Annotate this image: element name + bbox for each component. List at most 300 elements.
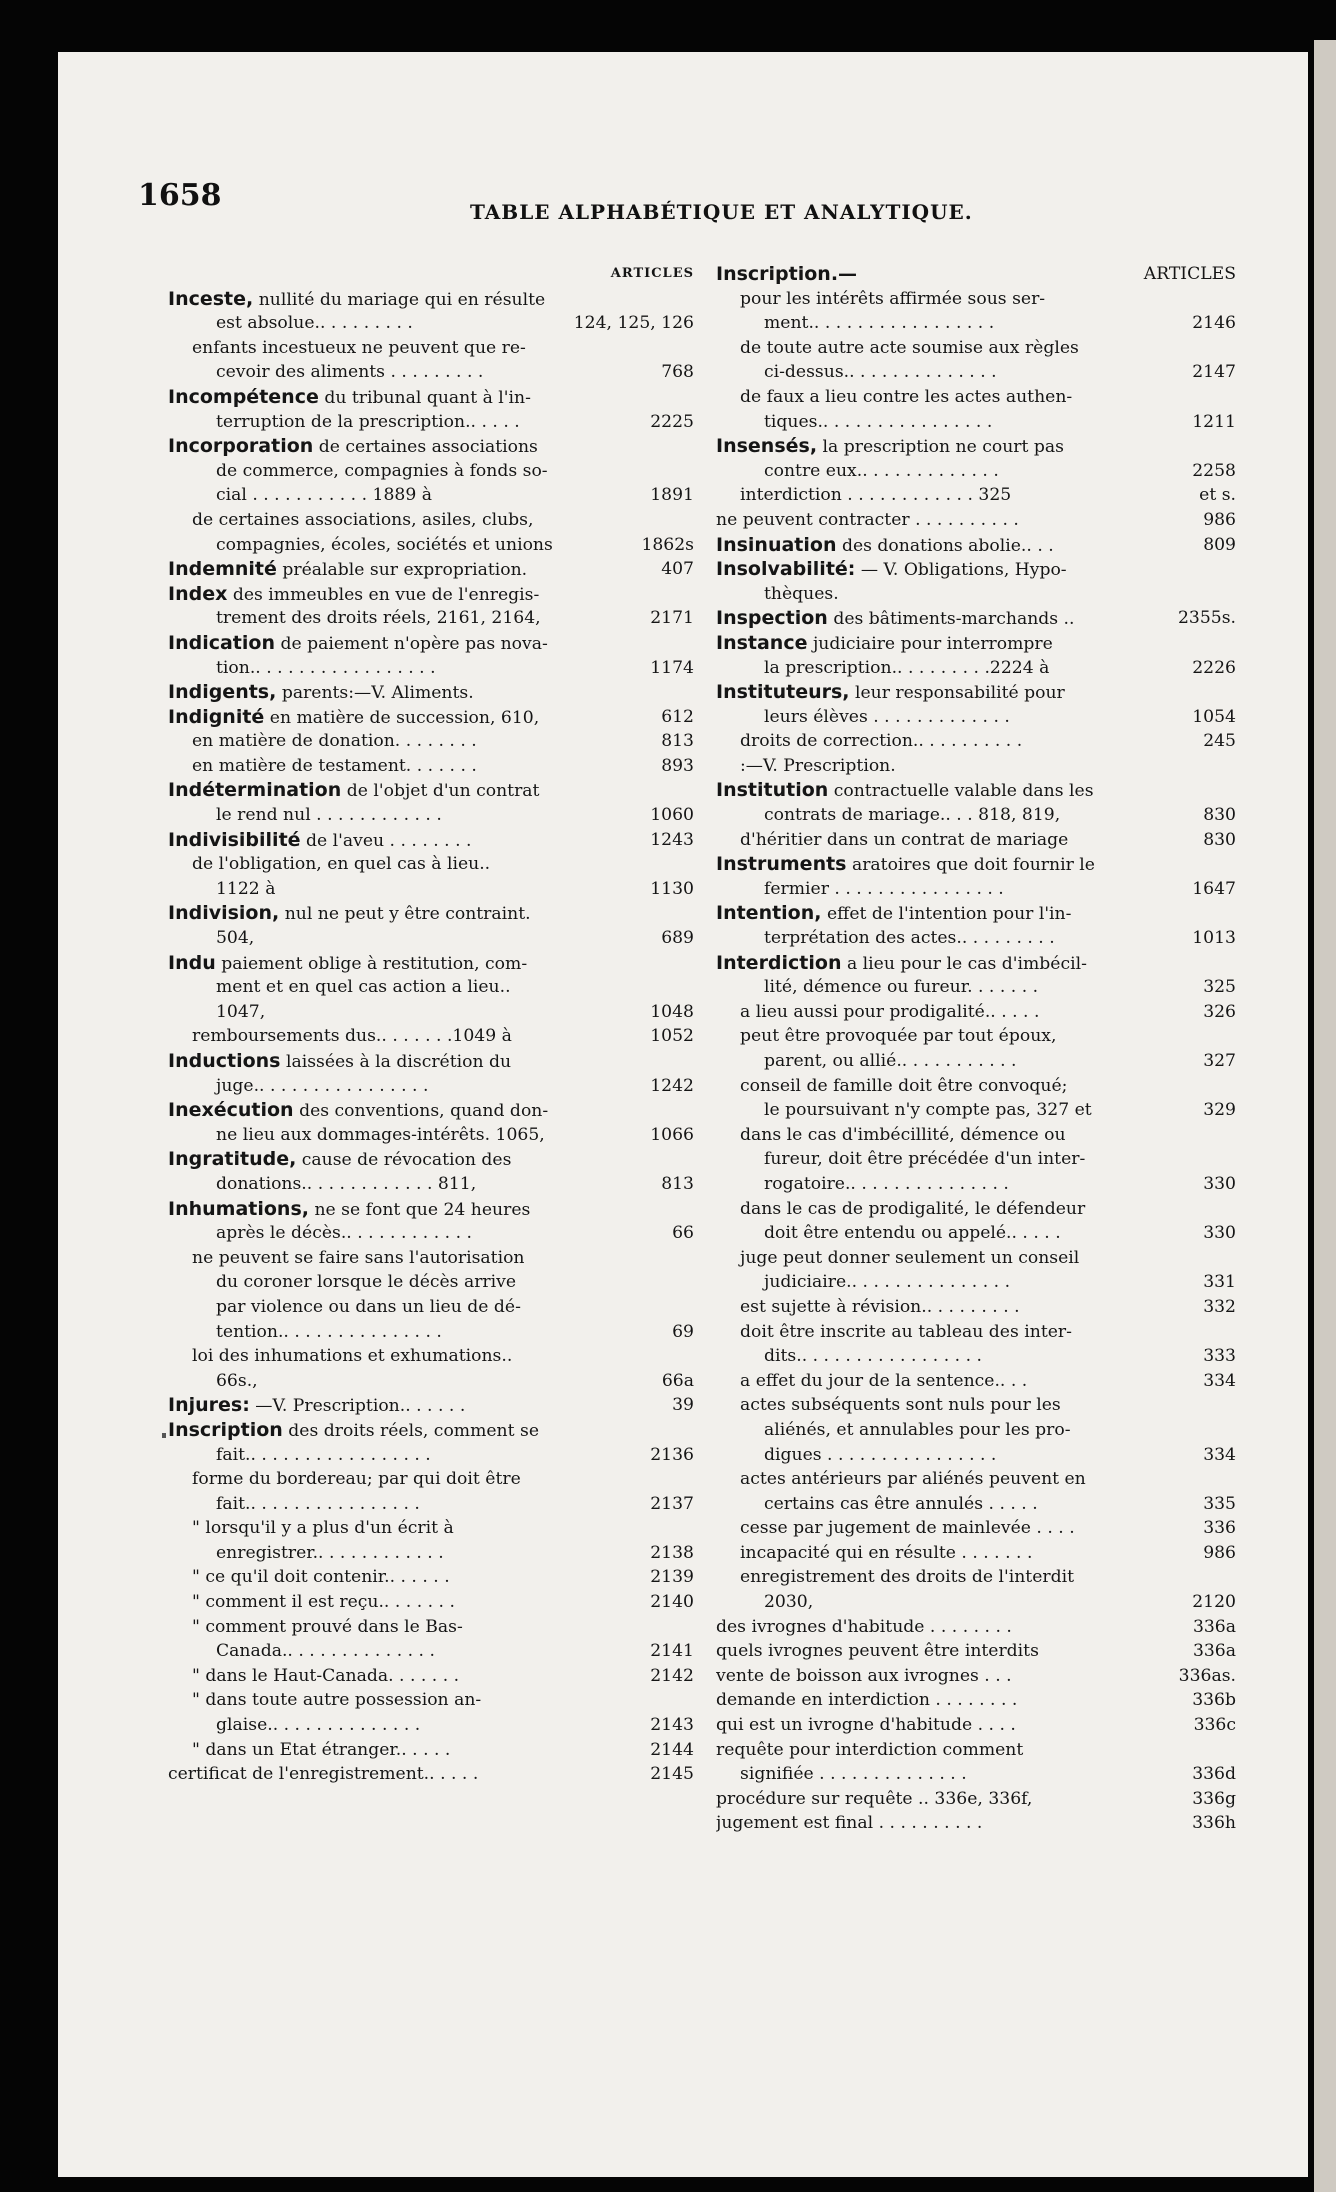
- entry-text: rogatoire.. . . . . . . . . . . . . . .: [764, 1173, 1009, 1194]
- entry-text: 1122 à: [216, 878, 276, 899]
- entry-text: requête pour interdiction comment: [716, 1739, 1024, 1760]
- entry-text: cial . . . . . . . . . . . 1889 à: [216, 485, 432, 506]
- entry-text: fait.. . . . . . . . . . . . . . . .: [216, 1493, 420, 1514]
- article-ref: 2171: [646, 606, 694, 631]
- index-line: [168, 1049, 694, 1074]
- index-line: [168, 582, 694, 607]
- index-line: [716, 459, 1236, 484]
- next-page-edge: [1314, 40, 1336, 2192]
- index-column-right: [716, 262, 1236, 1836]
- index-line: [716, 1787, 1236, 1812]
- article-ref: et s.: [1195, 483, 1236, 508]
- article-ref: 1174: [646, 656, 694, 681]
- index-line: [168, 410, 694, 435]
- entry-text: laissées à la discrétion du: [285, 1052, 512, 1072]
- entry-text: de l'aveu . . . . . . . .: [306, 830, 472, 851]
- entry-text: parent, ou allié.. . . . . . . . . . .: [764, 1051, 1017, 1071]
- entry-text: " dans le Haut-Canada. . . . . . .: [192, 1665, 460, 1686]
- index-line: [168, 1516, 694, 1541]
- index-line: [716, 1221, 1236, 1246]
- entry-text: ment et en quel cas action a lieu..: [216, 977, 511, 998]
- index-line: [716, 1344, 1236, 1369]
- entry-text: tention.. . . . . . . . . . . . . . .: [216, 1321, 442, 1342]
- article-ref: 893: [657, 754, 694, 779]
- article-ref: 329: [1199, 1098, 1236, 1123]
- entry-text: en matière de succession, 610,: [269, 707, 540, 728]
- index-line: [716, 1615, 1236, 1640]
- article-ref: 2145: [646, 1762, 694, 1787]
- entry-text: du tribunal quant à l'in-: [324, 387, 531, 408]
- entry-text: juge.. . . . . . . . . . . . . . . .: [216, 1075, 429, 1096]
- article-ref: 612: [657, 705, 694, 730]
- entry-text: est sujette à révision.. . . . . . . . .: [740, 1296, 1020, 1317]
- entry-text: aratoires que doit fournir le: [851, 855, 1095, 876]
- index-line: [168, 1000, 694, 1025]
- article-ref: ARTICLES: [1140, 262, 1236, 287]
- entry-text: certains cas être annulés . . . . .: [764, 1493, 1038, 1514]
- article-ref: 326: [1199, 1000, 1236, 1025]
- index-line: [168, 1688, 694, 1713]
- headword: Inductions: [168, 1050, 281, 1072]
- index-line: [716, 1811, 1236, 1836]
- headword: Institution: [716, 779, 829, 802]
- index-line: [716, 1369, 1236, 1394]
- headword: Ingratitude,: [168, 1148, 297, 1171]
- index-line: [716, 311, 1236, 336]
- entry-text: " lorsqu'il y a plus d'un écrit à: [192, 1518, 454, 1539]
- index-line: [168, 1123, 694, 1148]
- entry-text: de certaines associations: [318, 437, 538, 458]
- index-line: [716, 336, 1236, 361]
- index-line: [168, 1615, 694, 1640]
- entry-text: " dans toute autre possession an-: [192, 1690, 482, 1711]
- index-line: [716, 803, 1236, 828]
- headword: Inscription.—: [716, 263, 858, 285]
- entry-text: cesse par jugement de mainlevée . . . .: [740, 1518, 1075, 1539]
- entry-text: le poursuivant n'y compte pas, 327 et: [764, 1100, 1092, 1121]
- entry-text: " ce qu'il doit contenir.. . . . . .: [192, 1567, 450, 1588]
- index-line: [168, 1467, 694, 1492]
- entry-text: ARTICLES: [610, 266, 694, 281]
- headword: Incompétence: [168, 385, 319, 408]
- headword: Indigents,: [168, 681, 277, 704]
- article-ref: 2355s.: [1174, 606, 1236, 631]
- entry-text: demande en interdiction . . . . . . . .: [716, 1690, 1018, 1711]
- article-ref: 336c: [1190, 1713, 1236, 1738]
- entry-text: — V. Obligations, Hypo-: [860, 560, 1067, 581]
- index-line: [716, 1393, 1236, 1418]
- index-line: [716, 1443, 1236, 1468]
- index-line: [716, 410, 1236, 435]
- index-line: [716, 1000, 1236, 1025]
- article-ref: 2225: [646, 410, 694, 435]
- article-ref: 986: [1199, 1541, 1236, 1566]
- index-line: [168, 1713, 694, 1738]
- entry-text: fait.. . . . . . . . . . . . . . . . .: [216, 1444, 431, 1465]
- headword: Inexécution: [168, 1099, 294, 1122]
- article-ref: 2142: [646, 1664, 694, 1689]
- headword: Interdiction: [716, 951, 842, 974]
- article-ref: 336g: [1188, 1787, 1236, 1812]
- article-ref: 334: [1199, 1443, 1236, 1468]
- index-line: [716, 1492, 1236, 1517]
- headword: Instance: [716, 631, 808, 654]
- index-line: [168, 1172, 694, 1197]
- index-line: [168, 1344, 694, 1369]
- headword: Intention,: [716, 902, 822, 925]
- entry-text: —V. Prescription.. . . . . .: [255, 1396, 466, 1417]
- entry-text: a effet du jour de la sentence.. . .: [740, 1370, 1028, 1391]
- index-line: [168, 901, 694, 926]
- index-line: [716, 901, 1236, 926]
- entry-text: pour les intérêts affirmée sous ser-: [740, 288, 1046, 309]
- index-line: [716, 680, 1236, 705]
- article-ref: 2140: [646, 1590, 694, 1615]
- headword: Inceste,: [168, 287, 254, 310]
- entry-text: ne peuvent contracter . . . . . . . . . .: [716, 509, 1019, 530]
- entry-text: enregistrement des droits de l'interdit: [740, 1567, 1074, 1588]
- entry-text: ne peuvent se faire sans l'autorisation: [192, 1247, 525, 1268]
- index-line: [716, 656, 1236, 681]
- article-ref: 2136: [646, 1443, 694, 1468]
- article-ref: 1242: [646, 1074, 694, 1099]
- headword: Indemnité: [168, 558, 277, 581]
- index-line: [168, 877, 694, 902]
- index-line: [168, 557, 694, 582]
- article-ref: 1130: [646, 877, 694, 902]
- headword: Insensés,: [716, 435, 818, 458]
- article-ref: 1054: [1188, 705, 1236, 730]
- index-line: [716, 508, 1236, 533]
- article-ref: 39: [668, 1393, 694, 1418]
- index-line: [716, 1688, 1236, 1713]
- article-ref: 66: [668, 1221, 694, 1246]
- article-ref: 336a: [1189, 1639, 1236, 1664]
- entry-text: des droits réels, comment se: [288, 1420, 539, 1441]
- entry-text: en matière de donation. . . . . . . .: [192, 731, 477, 752]
- entry-text: d'héritier dans un contrat de mariage: [740, 829, 1069, 850]
- index-line: [716, 1098, 1236, 1123]
- headword: Insinuation: [716, 533, 837, 556]
- article-ref: 327: [1199, 1049, 1236, 1074]
- index-line: [168, 1246, 694, 1271]
- index-line: [716, 434, 1236, 459]
- index-line: [168, 1541, 694, 1566]
- index-line: [716, 1639, 1236, 1664]
- index-line: [716, 1664, 1236, 1689]
- entry-text: effet de l'intention pour l'in-: [826, 904, 1072, 925]
- index-line: [168, 1147, 694, 1172]
- index-line: [168, 606, 694, 631]
- entry-text: " comment il est reçu.. . . . . . .: [192, 1592, 455, 1613]
- article-ref: 809: [1199, 533, 1236, 558]
- index-line: [716, 1738, 1236, 1763]
- headword: Indication: [168, 631, 275, 654]
- index-line: [168, 778, 694, 803]
- index-line: [168, 754, 694, 779]
- index-line: [168, 434, 694, 459]
- article-ref: 2144: [646, 1738, 694, 1763]
- entry-text: qui est un ivrogne d'habitude . . . .: [716, 1715, 1016, 1736]
- entry-text: est absolue.. . . . . . . . .: [216, 313, 413, 334]
- index-line: [168, 1565, 694, 1590]
- index-line: [716, 1418, 1236, 1443]
- article-ref: 1862s: [637, 533, 694, 558]
- entry-text: aliénés, et annulables pour les pro-: [764, 1419, 1071, 1440]
- entry-text: le rend nul . . . . . . . . . . . .: [216, 805, 442, 826]
- article-ref: 2141: [646, 1639, 694, 1664]
- index-line: [716, 778, 1236, 803]
- page-number: 1658: [138, 178, 222, 213]
- entry-text: du coroner lorsque le décès arrive: [216, 1272, 517, 1293]
- index-line: [716, 1762, 1236, 1787]
- article-ref: 1052: [646, 1024, 694, 1049]
- index-line: [716, 1270, 1236, 1295]
- article-ref: 245: [1199, 729, 1236, 754]
- headword: Inspection: [716, 607, 828, 630]
- index-line: [168, 1590, 694, 1615]
- index-line: [716, 951, 1236, 976]
- index-line: [716, 1541, 1236, 1566]
- entry-text: leur responsabilité pour: [854, 683, 1065, 704]
- entry-text: cevoir des aliments . . . . . . . . .: [216, 362, 484, 383]
- article-ref: 689: [657, 926, 694, 951]
- article-ref: 1048: [646, 1000, 694, 1025]
- article-ref: 768: [657, 360, 694, 385]
- entry-text: a lieu pour le cas d'imbécil-: [846, 953, 1087, 974]
- index-line: [168, 1639, 694, 1664]
- headword: Inscription: [168, 1418, 283, 1441]
- index-line: [168, 1221, 694, 1246]
- entry-text: terprétation des actes.. . . . . . . . .: [764, 928, 1055, 949]
- index-line: [716, 705, 1236, 730]
- entry-text: dans le cas d'imbécillité, démence ou: [740, 1124, 1066, 1145]
- index-line: [168, 656, 694, 681]
- index-line: [168, 1738, 694, 1763]
- article-ref: 1211: [1188, 410, 1236, 435]
- entry-text: actes subséquents sont nuls pour les: [740, 1395, 1061, 1416]
- headword: Inhumations,: [168, 1197, 309, 1220]
- index-line: [716, 828, 1236, 853]
- entry-text: doit être entendu ou appelé.. . . . .: [764, 1223, 1061, 1244]
- index-line: [168, 1320, 694, 1345]
- index-line: [168, 508, 694, 533]
- index-line: [716, 1024, 1236, 1049]
- index-line: [168, 360, 694, 385]
- article-ref: 2138: [646, 1541, 694, 1566]
- entry-text: paiement oblige à restitution, com-: [221, 953, 528, 974]
- index-line: [168, 1098, 694, 1123]
- entry-text: juge peut donner seulement un conseil: [740, 1247, 1080, 1268]
- entry-text: en matière de testament. . . . . . .: [192, 755, 477, 776]
- index-line: [716, 1049, 1236, 1074]
- index-line: [168, 1270, 694, 1295]
- entry-text: dits.. . . . . . . . . . . . . . . . .: [764, 1346, 982, 1367]
- entry-text: jugement est final . . . . . . . . . .: [716, 1813, 983, 1834]
- entry-text: incapacité qui en résulte . . . . . . .: [740, 1542, 1033, 1563]
- entry-text: de faux a lieu contre les actes authen-: [740, 386, 1073, 407]
- article-ref: 2139: [646, 1565, 694, 1590]
- article-ref: 325: [1199, 975, 1236, 1000]
- headword: Instituteurs,: [716, 681, 850, 704]
- article-ref: 336h: [1188, 1811, 1236, 1836]
- article-ref: 336as.: [1175, 1664, 1236, 1689]
- entry-text: la prescription ne court pas: [822, 437, 1064, 458]
- index-line: [716, 483, 1236, 508]
- index-line: [716, 1320, 1236, 1345]
- index-line: [716, 557, 1236, 582]
- headword: Insolvabilité:: [716, 558, 856, 581]
- entry-text: nul ne peut y être contraint.: [284, 904, 531, 925]
- entry-text: des bâtiments-marchands ..: [833, 609, 1075, 630]
- entry-text: terruption de la prescription.. . . . .: [216, 411, 520, 432]
- entry-text: digues . . . . . . . . . . . . . . . .: [764, 1444, 997, 1465]
- index-line: [716, 582, 1236, 607]
- entry-text: 66s.,: [216, 1370, 258, 1391]
- article-ref: 830: [1199, 803, 1236, 828]
- index-line: [168, 852, 694, 877]
- entry-text: de paiement n'opère pas nova-: [280, 633, 548, 654]
- entry-text: nullité du mariage qui en résulte: [258, 289, 546, 310]
- article-ref: 331: [1199, 1270, 1236, 1295]
- index-line: [716, 606, 1236, 631]
- article-ref: 1013: [1188, 926, 1236, 951]
- entry-text: doit être inscrite au tableau des inter-: [740, 1321, 1072, 1342]
- entry-text: ci-dessus.. . . . . . . . . . . . . .: [764, 362, 997, 383]
- entry-text: cause de révocation des: [301, 1150, 512, 1171]
- entry-text: thèques.: [764, 583, 839, 604]
- entry-text: donations.. . . . . . . . . . . . 811,: [216, 1173, 477, 1194]
- index-line: [716, 1123, 1236, 1148]
- article-ref: 66a: [658, 1369, 694, 1394]
- entry-text: des donations abolie.. . .: [841, 535, 1054, 556]
- index-line: [168, 828, 694, 853]
- entry-text: enregistrer.. . . . . . . . . . . .: [216, 1542, 444, 1563]
- index-line: [716, 287, 1236, 312]
- index-column-left: [168, 262, 694, 1787]
- entry-text: actes antérieurs par aliénés peuvent en: [740, 1469, 1086, 1490]
- index-line: [168, 1197, 694, 1222]
- article-ref: 2143: [646, 1713, 694, 1738]
- article-ref: 69: [668, 1320, 694, 1345]
- index-line: [716, 754, 1236, 779]
- article-ref: 336d: [1188, 1762, 1236, 1787]
- index-line: [168, 1492, 694, 1517]
- article-ref: 336a: [1189, 1615, 1236, 1640]
- entry-text: ne lieu aux dommages-intérêts. 1065,: [216, 1124, 545, 1145]
- index-line: [168, 336, 694, 361]
- entry-text: leurs élèves . . . . . . . . . . . . .: [764, 706, 1010, 727]
- index-line: [716, 1467, 1236, 1492]
- index-line: [716, 877, 1236, 902]
- index-line: [716, 631, 1236, 656]
- index-line: [716, 1074, 1236, 1099]
- article-ref: 407: [657, 557, 694, 582]
- index-line: [168, 926, 694, 951]
- entry-text: " comment prouvé dans le Bas-: [192, 1616, 463, 1637]
- entry-text: fureur, doit être précédée d'un inter-: [764, 1149, 1086, 1170]
- entry-text: dans le cas de prodigalité, le défendeur: [740, 1198, 1086, 1219]
- article-ref: 330: [1199, 1172, 1236, 1197]
- entry-text: remboursements dus.. . . . . . .1049 à: [192, 1026, 512, 1047]
- headword: Indu: [168, 951, 216, 974]
- entry-text: 504,: [216, 928, 255, 949]
- index-line: [168, 1443, 694, 1468]
- article-ref: 1891: [646, 483, 694, 508]
- entry-text: contre eux.. . . . . . . . . . . . .: [764, 460, 999, 481]
- index-line: [716, 360, 1236, 385]
- index-line: [168, 680, 694, 705]
- index-line: [168, 1762, 694, 1787]
- article-ref: 1060: [646, 803, 694, 828]
- index-line: [168, 1369, 694, 1394]
- entry-text: des ivrognes d'habitude . . . . . . . .: [716, 1616, 1012, 1637]
- article-ref: 332: [1199, 1295, 1236, 1320]
- article-ref: 2137: [646, 1492, 694, 1517]
- headword: Injures:: [168, 1394, 250, 1417]
- index-line: [168, 705, 694, 730]
- article-ref: 334: [1199, 1369, 1236, 1394]
- article-ref: 1066: [646, 1123, 694, 1148]
- index-line: [716, 1565, 1236, 1590]
- entry-text: loi des inhumations et exhumations..: [192, 1346, 513, 1367]
- headword: Indignité: [168, 705, 265, 728]
- index-line: [168, 1393, 694, 1418]
- index-line: [716, 1516, 1236, 1541]
- article-ref: 2146: [1188, 311, 1236, 336]
- entry-text: ment.. . . . . . . . . . . . . . . . .: [764, 313, 995, 334]
- index-line: [168, 951, 694, 976]
- index-line: [716, 926, 1236, 951]
- index-line: [716, 975, 1236, 1000]
- index-line: [168, 729, 694, 754]
- headword: Indétermination: [168, 779, 342, 802]
- article-ref: 813: [657, 729, 694, 754]
- article-ref: 986: [1199, 508, 1236, 533]
- entry-text: parents:—V. Aliments.: [281, 683, 474, 704]
- index-line: [716, 262, 1236, 287]
- entry-text: après le décès.. . . . . . . . . . . .: [216, 1223, 472, 1244]
- running-head: TABLE ALPHABÉTIQUE ET ANALYTIQUE.: [470, 200, 973, 224]
- index-line: [168, 975, 694, 1000]
- index-line: [168, 631, 694, 656]
- index-line: [716, 1590, 1236, 1615]
- index-line: [168, 483, 694, 508]
- index-line: [168, 385, 694, 410]
- headword: Incorporation: [168, 435, 314, 458]
- index-line: [716, 533, 1236, 558]
- article-ref: 813: [657, 1172, 694, 1197]
- index-line: [168, 287, 694, 312]
- entry-text: peut être provoquée par tout époux,: [740, 1026, 1057, 1047]
- index-line: [716, 1172, 1236, 1197]
- index-line: [716, 852, 1236, 877]
- article-ref: 1243: [646, 828, 694, 853]
- entry-text: vente de boisson aux ivrognes . . .: [716, 1665, 1012, 1686]
- index-line: [716, 1246, 1236, 1271]
- index-line: [168, 1664, 694, 1689]
- entry-text: forme du bordereau; par qui doit être: [192, 1469, 521, 1490]
- entry-text: enfants incestueux ne peuvent que re-: [192, 337, 526, 358]
- scan-speck: [162, 1433, 166, 1438]
- article-ref: 335: [1199, 1492, 1236, 1517]
- entry-text: quels ivrognes peuvent être interdits: [716, 1641, 1039, 1662]
- entry-text: conseil de famille doit être convoqué;: [740, 1075, 1068, 1096]
- article-ref: 336b: [1188, 1688, 1236, 1713]
- index-line: [168, 533, 694, 558]
- index-line: [716, 1295, 1236, 1320]
- entry-text: fermier . . . . . . . . . . . . . . . .: [764, 878, 1004, 899]
